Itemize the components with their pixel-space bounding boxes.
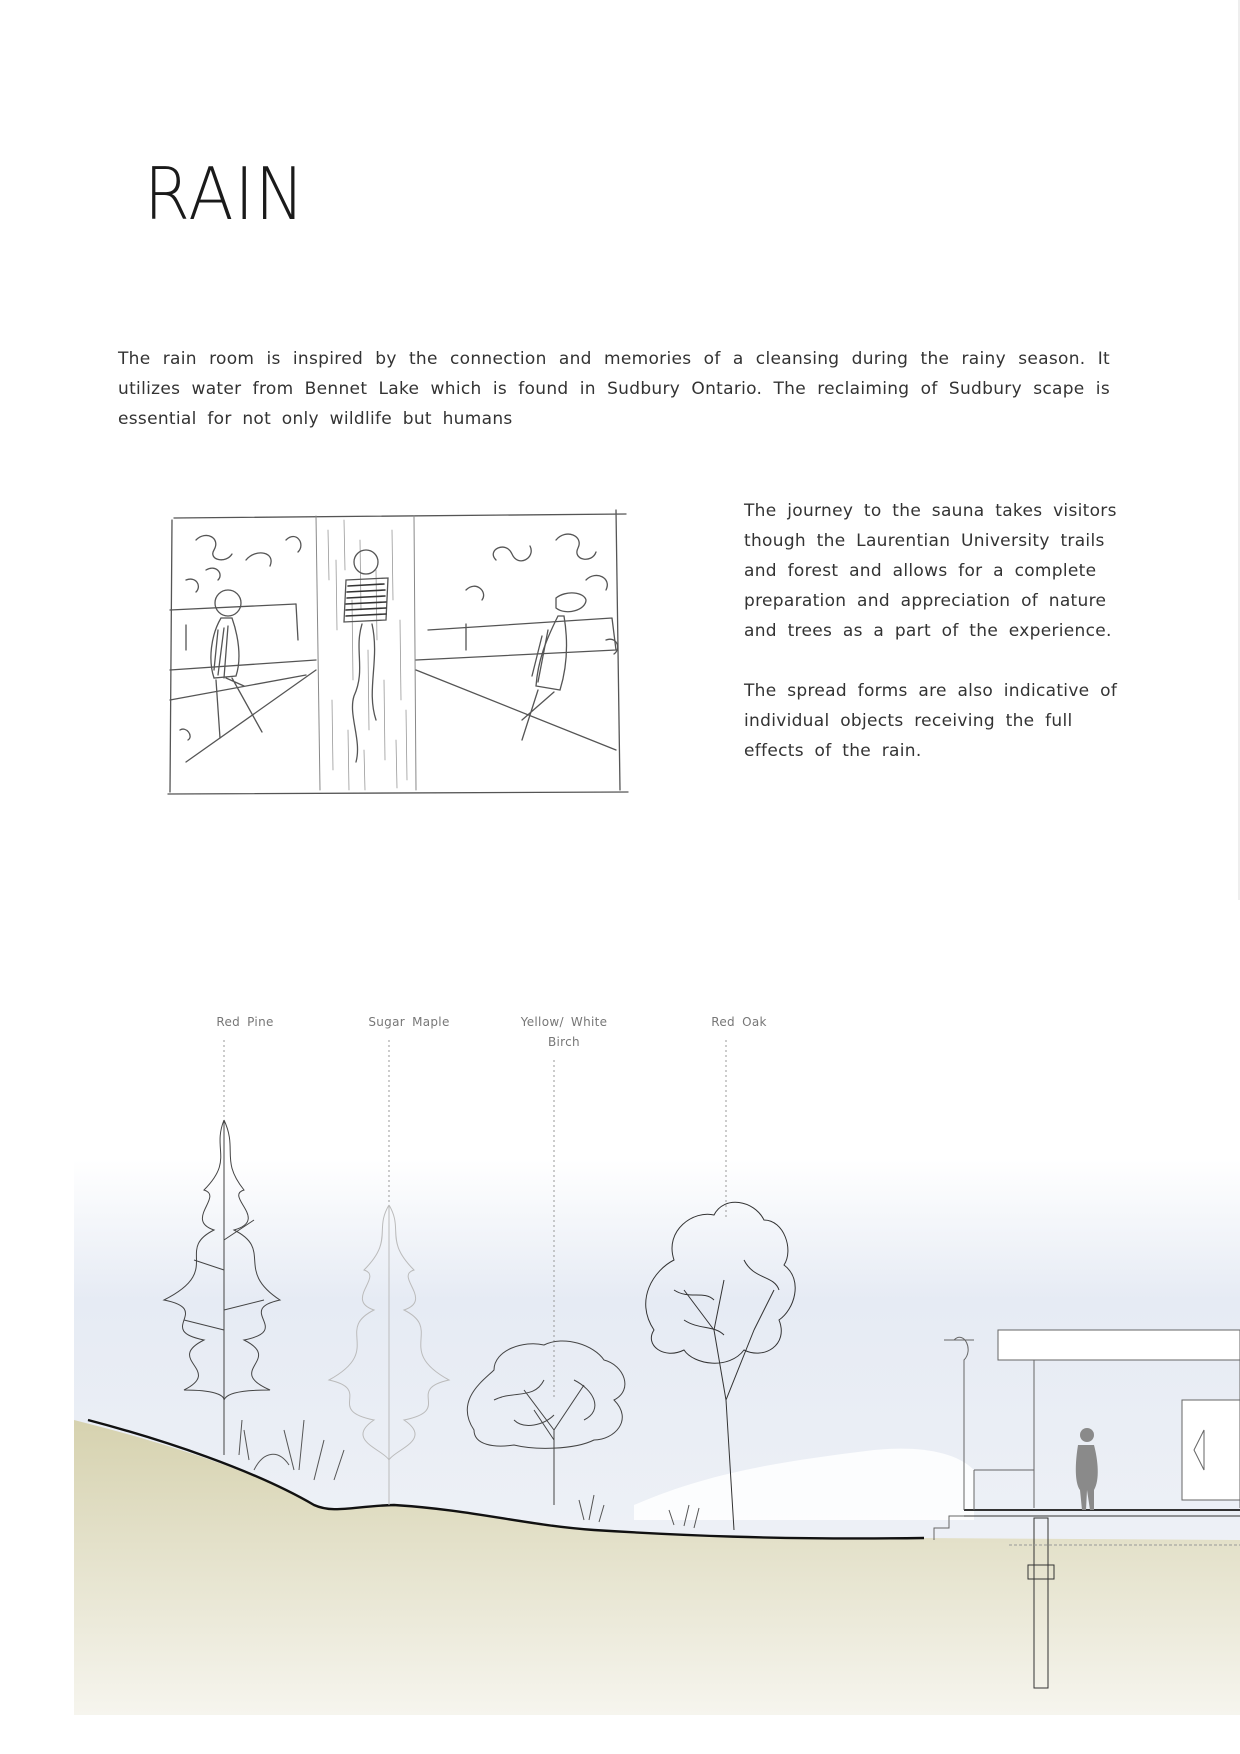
side-paragraph-spread-forms: The spread forms are also indicative of individual objects receiving the full effects of the rain. [744, 681, 1118, 761]
side-text [744, 496, 1130, 796]
site-section [74, 1000, 1240, 1720]
label-birch-line2: Birch [548, 1035, 580, 1049]
label-red-pine: Red Pine [216, 1015, 274, 1029]
section-drawing [74, 1000, 1240, 1720]
label-birch-line1: Yellow/ White [520, 1015, 608, 1029]
label-red-oak: Red Oak [711, 1015, 767, 1029]
page-title: RAIN [144, 152, 306, 236]
intro-paragraph: The rain room is inspired by the connection and memories of a cleansing during the rainy season. It utilizes water from Bennet Lake which is found in Sudbury Ontario. The reclaiming of Sudbury scape is essential for not only wildlife but humans [118, 349, 1110, 429]
rain-room-sketch [166, 500, 636, 800]
side-paragraph-journey: The journey to the sauna takes visitors though the Laurentian University trails and forest and allows for a complete preparation and appreciation of nature and trees as a part of the experience. [744, 501, 1117, 641]
label-sugar-maple: Sugar Maple [368, 1015, 450, 1029]
